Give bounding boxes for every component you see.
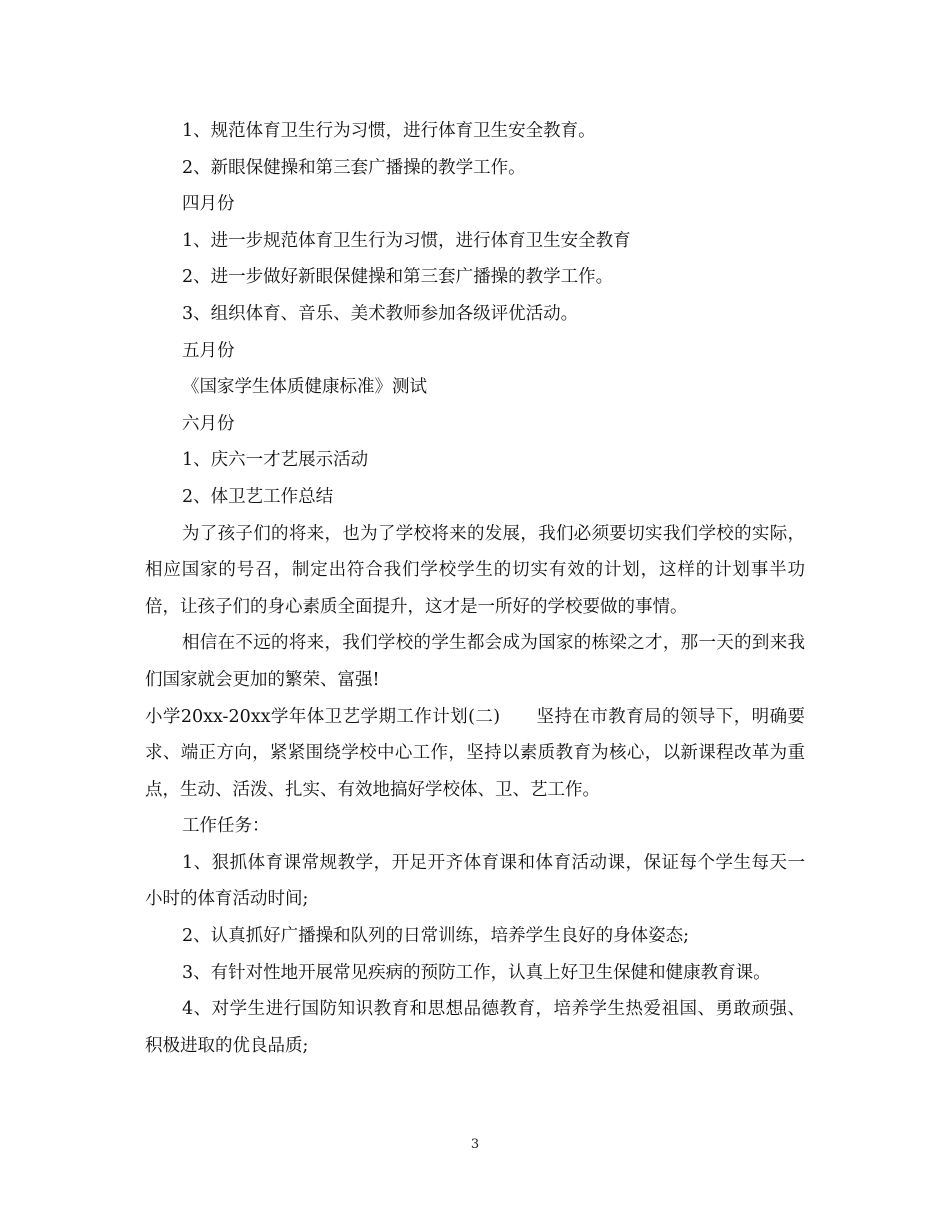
paragraph-belief: 相信在不远的将来，我们学校的学生都会成为国家的栋梁之才，那一天的到来我们国家就会更加的繁荣、富强!: [145, 633, 805, 690]
tasks-heading: 工作任务：: [182, 816, 270, 837]
page-number: 3: [470, 1137, 480, 1152]
text-line: 《国家学生体质健康标准》测试: [182, 377, 427, 398]
text-line: 1、庆六一才艺展示活动: [182, 450, 369, 471]
document-body: [145, 113, 805, 1064]
text-line: 1、进一步规范体育卫生行为习惯，进行体育卫生安全教育: [182, 230, 631, 251]
text-line: 2、进一步做好新眼保健操和第三套广播操的教学工作。: [182, 267, 614, 288]
task-item: 2、认真抓好广播操和队列的日常训练，培养学生良好的身体姿态;: [182, 926, 690, 947]
paragraph-plan-two: [145, 699, 805, 809]
task-item: 1、狠抓体育课常规教学，开足开齐体育课和体育活动课，保证每个学生每天一小时的体育活动时间;: [145, 852, 805, 910]
plan-two-title: 小学20xx-20xx学年体卫艺学期工作计划(二): [145, 706, 501, 727]
text-line: 1、规范体育卫生行为习惯，进行体育卫生安全教育。: [182, 121, 596, 141]
task-item: 3、有针对性地开展常见疾病的预防工作，认真上好卫生保健和健康教育课。: [182, 962, 771, 983]
text-line: 2、新眼保健操和第三套广播操的教学工作。: [182, 157, 526, 178]
paragraph-future: 为了孩子们的将来，也为了学校将来的发展，我们必须要切实我们学校的实际，相应国家的号召，制定出符合我们学校学生的切实有效的计划，这样的计划事半功倍，让孩子们的身心素质全面提升，这才是一所好的学校要做的事情。: [145, 523, 805, 617]
task-item: 4、对学生进行国防知识教育和思想品德教育，培养学生热爱祖国、勇敢顽强、积极进取的优良品质;: [145, 999, 805, 1056]
plan-two-body: 坚持在市教育局的领导下，明确要求、端正方向，紧紧围绕学校中心工作，坚持以素质教育为核心，以新课程改革为重点，生动、活泼、扎实、有效地搞好学校体、卫、艺工作。: [145, 706, 806, 800]
month-heading-april: 四月份: [182, 194, 235, 215]
text-line: 2、体卫艺工作总结: [182, 486, 334, 507]
month-heading-may: 五月份: [182, 340, 235, 361]
text-line: 3、组织体育、音乐、美术教师参加各级评优活动。: [182, 303, 579, 324]
month-heading-june: 六月份: [182, 413, 235, 434]
